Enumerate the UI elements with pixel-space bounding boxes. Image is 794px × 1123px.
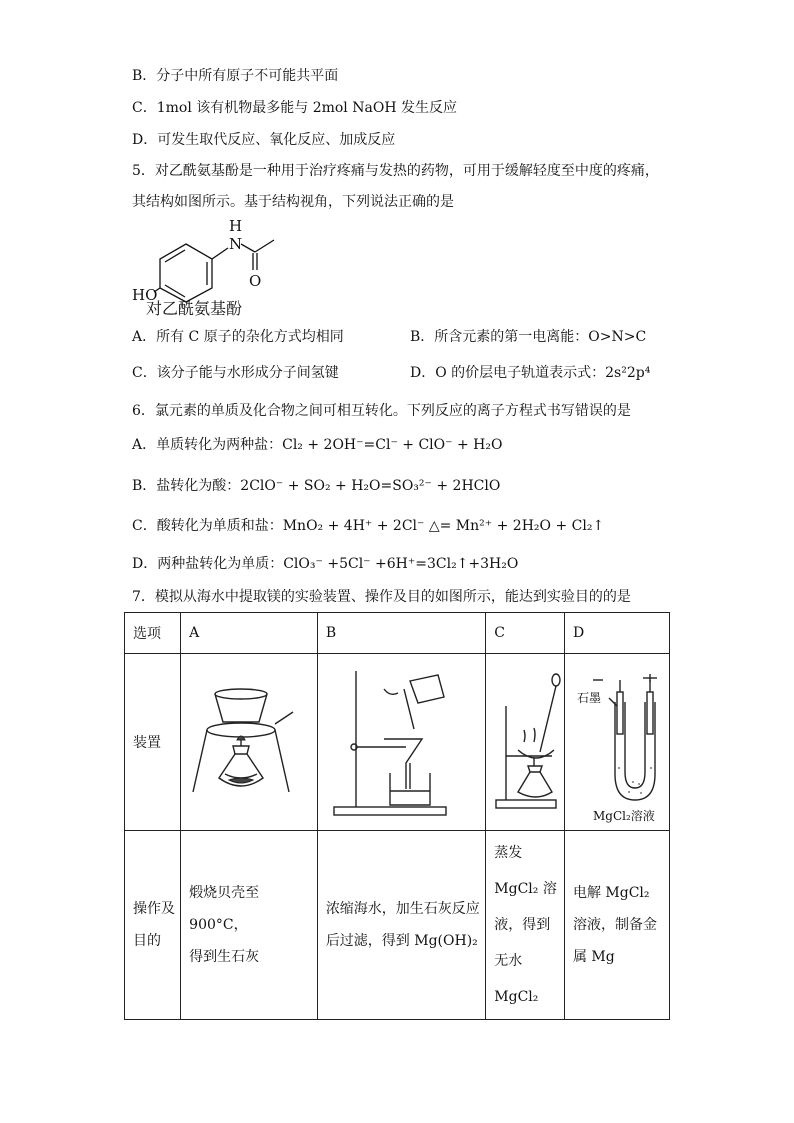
graphite-label: 石墨 bbox=[576, 691, 601, 705]
apparatus-row bbox=[125, 654, 670, 831]
apparatus-c-cell bbox=[486, 654, 565, 831]
n-atom-label: N bbox=[229, 235, 243, 253]
q5-option-d: D．O 的价层电子轨道表示式：2s²2p⁴ bbox=[410, 365, 651, 381]
q7-table bbox=[124, 612, 670, 1020]
header-b: B bbox=[317, 613, 485, 654]
ring-double-bond-lower-left bbox=[165, 285, 185, 297]
acetaminophen-structure bbox=[132, 216, 292, 302]
apparatus-b-cell bbox=[317, 654, 485, 831]
h-atom-label: H bbox=[229, 217, 243, 235]
structure-name: 对乙酰氨基酚 bbox=[146, 299, 243, 318]
ho-group-label: HO bbox=[132, 286, 158, 304]
q6-option-a: A．单质转化为两种盐：Cl₂ + 2OH⁻=Cl⁻ + ClO⁻ + H₂O bbox=[132, 437, 503, 453]
apparatus-d-cell bbox=[564, 654, 669, 831]
q7-stem: 7．模拟从海水中提取镁的实验装置、操作及目的如图所示，能达到实验目的的是 bbox=[132, 589, 631, 605]
crucible-tripod-burner-icon bbox=[189, 682, 301, 802]
operation-b: 浓缩海水，加生石灰反应 后过滤，得到 Mg(OH)₂ bbox=[317, 831, 485, 1020]
header-option: 选项 bbox=[125, 613, 181, 654]
operation-label: 操作及 目的 bbox=[125, 831, 181, 1020]
operation-c: 蒸发 MgCl₂ 溶 液，得到 无水 MgCl₂ bbox=[486, 831, 565, 1020]
header-c: C bbox=[486, 613, 565, 654]
apparatus-a-cell bbox=[181, 654, 318, 831]
q5-option-a: A．所有 C 原子的杂化方式均相同 bbox=[132, 329, 344, 345]
q6-stem: 6．氯元素的单质及化合物之间可相互转化。下列反应的离子方程式书写错误的是 bbox=[132, 403, 631, 419]
apparatus-label: 装置 bbox=[125, 654, 181, 831]
evaporation-dish-icon bbox=[494, 672, 560, 812]
q6-option-d: D．两种盐转化为单质：ClO₃⁻ +5Cl⁻ +6H⁺=3Cl₂↑+3H₂O bbox=[132, 556, 519, 572]
methyl-bond bbox=[255, 240, 274, 252]
header-a: A bbox=[181, 613, 318, 654]
q5-option-c: C．该分子能与水形成分子间氢键 bbox=[132, 365, 339, 381]
q4-option-c: C．1mol 该有机物最多能与 2mol NaOH 发生反应 bbox=[132, 100, 457, 116]
operation-d: 电解 MgCl₂ 溶液，制备金 属 Mg bbox=[564, 831, 669, 1020]
q4-option-d: D．可发生取代反应、氧化反应、加成反应 bbox=[132, 132, 396, 148]
header-d: D bbox=[564, 613, 669, 654]
benzene-ring bbox=[160, 244, 212, 302]
operation-row bbox=[125, 831, 670, 1020]
ring-double-bond-upper-left bbox=[165, 250, 185, 262]
u-tube-electrolysis-icon bbox=[573, 672, 669, 823]
solution-label: MgCl₂溶液 bbox=[592, 809, 655, 823]
q5-option-b: B．所含元素的第一电离能：O>N>C bbox=[410, 329, 647, 345]
q4-option-b: B．分子中所有原子不可能共平面 bbox=[132, 68, 339, 84]
filtration-setup-icon bbox=[326, 667, 456, 817]
o-atom-label: O bbox=[249, 272, 262, 290]
q5-stem-line2: 其结构如图所示。基于结构视角，下列说法正确的是 bbox=[132, 194, 454, 210]
q6-option-b: B．盐转化为酸：2ClO⁻ + SO₂ + H₂O=SO₃²⁻ + 2HClO bbox=[132, 478, 501, 494]
n-carbonyl-bond bbox=[241, 244, 255, 252]
operation-a: 煅烧贝壳至 900°C， 得到生石灰 bbox=[181, 831, 318, 1020]
q6-option-c: C．酸转化为单质和盐：MnO₂ + 4H⁺ + 2Cl⁻ △= Mn²⁺ + 2H₂O + Cl₂↑ bbox=[132, 518, 605, 534]
ring-n-bond bbox=[212, 248, 228, 259]
q5-stem-line1: 5．对乙酰氨基酚是一种用于治疗疼痛与发热的药物，可用于缓解轻度至中度的疼痛， bbox=[132, 163, 659, 179]
table-header-row bbox=[125, 613, 670, 654]
